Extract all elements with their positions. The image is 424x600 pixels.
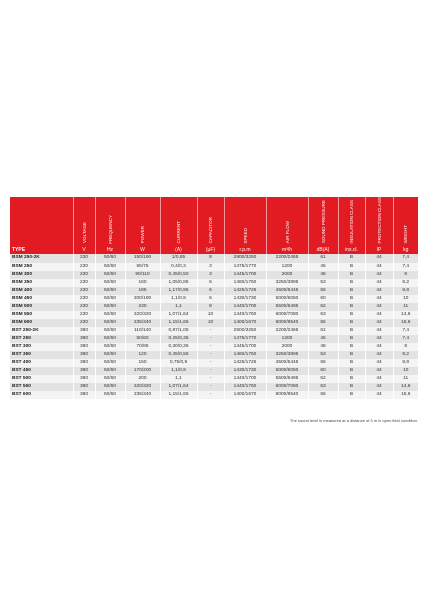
unit-power: W [125,246,160,254]
cell-capacitor: - [197,391,224,399]
cell-current: 1/0,85 [160,254,197,262]
cell-voltage: 230 [73,319,95,327]
cell-air-flow: 2000 [266,343,308,351]
cell-type: BSM 550 [10,311,73,319]
cell-weight: 7,4 [393,335,418,343]
table-row [10,335,418,343]
cell-insulation-class: B [338,391,365,399]
spec-table-body [10,254,418,399]
cell-weight: 8,8 [393,287,418,295]
cell-frequency: 50/60 [95,335,125,343]
cell-protection-class: 44 [365,335,393,343]
cell-voltage: 230 [73,279,95,287]
cell-voltage: 380 [73,383,95,391]
cell-insulation-class: B [338,335,365,343]
cell-protection-class: 44 [365,375,393,383]
cell-speed: 1445/1700 [224,271,266,279]
cell-frequency: 50/60 [95,311,125,319]
cell-sound-pressure: 65 [308,319,338,327]
cell-protection-class: 44 [365,327,393,335]
cell-protection-class: 44 [365,359,393,367]
cell-weight: 15,6 [393,391,418,399]
header-empty-cell [10,197,73,246]
cell-insulation-class: B [338,287,365,295]
cell-weight: 11 [393,375,418,383]
cell-protection-class: 44 [365,367,393,375]
cell-weight: 7,4 [393,254,418,262]
cell-protection-class: 44 [365,254,393,262]
cell-type: BST 550 [10,383,73,391]
cell-voltage: 380 [73,351,95,359]
cell-capacitor: - [197,367,224,375]
table-row [10,327,418,335]
cell-power: 235/340 [125,391,160,399]
cell-sound-pressure: 61 [308,327,338,335]
cell-voltage: 230 [73,303,95,311]
cell-capacitor: 10 [197,319,224,327]
cell-frequency: 50/60 [95,271,125,279]
table-row [10,303,418,311]
cell-weight: 8,2 [393,279,418,287]
header-voltage: VOLTAGE [73,197,95,246]
cell-type: BST 350 [10,351,73,359]
cell-air-flow: 5500/6495 [266,375,308,383]
cell-power: 50/60 [125,335,160,343]
cell-frequency: 50/60 [95,319,125,327]
cell-current: 0,45/0,50 [160,271,197,279]
cell-current: 1,1 [160,375,197,383]
cell-frequency: 50/60 [95,391,125,399]
cell-frequency: 50/60 [95,351,125,359]
cell-weight: 14,6 [393,383,418,391]
table-row [10,351,418,359]
cell-speed: 1475/1770 [224,335,266,343]
cell-capacitor: - [197,335,224,343]
cell-weight: 10 [393,295,418,303]
cell-insulation-class: B [338,375,365,383]
cell-protection-class: 44 [365,303,393,311]
cell-capacitor: 3 [197,271,224,279]
cell-air-flow: 2200/2465 [266,254,308,262]
cell-sound-pressure: 53 [308,351,338,359]
cell-speed: 1440/1760 [224,383,266,391]
cell-capacitor: - [197,383,224,391]
table-row [10,383,418,391]
table-row [10,311,418,319]
cell-air-flow: 2000 [266,271,308,279]
cell-capacitor: - [197,351,224,359]
table-row [10,367,418,375]
cell-insulation-class: B [338,263,365,271]
cell-power: 200 [125,375,160,383]
cell-capacitor: - [197,327,224,335]
cell-frequency: 50/60 [95,383,125,391]
cell-power: 110/140 [125,327,160,335]
cell-insulation-class: B [338,319,365,327]
cell-type: BSM 300 [10,271,73,279]
cell-sound-pressure: 60 [308,295,338,303]
cell-protection-class: 44 [365,287,393,295]
cell-speed: 1425/1725 [224,359,266,367]
cell-speed: 2900/3250 [224,327,266,335]
cell-insulation-class: B [338,303,365,311]
cell-frequency: 50/60 [95,327,125,335]
cell-current: 0,30/0,36 [160,343,197,351]
cell-capacitor: - [197,375,224,383]
cell-air-flow: 8000/9540 [266,319,308,327]
cell-air-flow: 1200 [266,263,308,271]
cell-type: BST 500 [10,375,73,383]
header-units-row [10,246,418,254]
header-labels-row [10,197,418,246]
cell-protection-class: 44 [365,343,393,351]
cell-voltage: 230 [73,254,95,262]
cell-air-flow: 4500/5445 [266,287,308,295]
cell-type: BSM 250 [10,263,73,271]
cell-frequency: 50/60 [95,287,125,295]
cell-sound-pressure: 63 [308,311,338,319]
cell-speed: 2900/3250 [224,254,266,262]
cell-speed: 1475/1770 [224,263,266,271]
cell-capacitor: 6 [197,295,224,303]
cell-current: 0,45/0,55 [160,351,197,359]
table-row [10,359,418,367]
cell-protection-class: 44 [365,271,393,279]
table-row [10,391,418,399]
cell-speed: 1440/1700 [224,375,266,383]
cell-voltage: 230 [73,295,95,303]
cell-current: 1,05/0,85 [160,279,197,287]
cell-current: 1,17/0,95 [160,287,197,295]
cell-frequency: 50/60 [95,375,125,383]
cell-sound-pressure: 62 [308,303,338,311]
cell-power: 230 [125,303,160,311]
cell-frequency: 50/60 [95,295,125,303]
cell-type: BST 250-2K [10,327,73,335]
unit-voltage: V [73,246,95,254]
cell-frequency: 50/60 [95,343,125,351]
cell-type: BSM 500 [10,303,73,311]
cell-current: 1,15/1,65 [160,391,197,399]
header-capacitor: CAPACITOR [197,197,224,246]
cell-capacitor: 8 [197,254,224,262]
cell-air-flow: 5500/6495 [266,303,308,311]
cell-type: BSM 400 [10,287,73,295]
cell-sound-pressure: 65 [308,391,338,399]
cell-speed: 1445/1700 [224,343,266,351]
cell-insulation-class: B [338,367,365,375]
cell-frequency: 50/60 [95,367,125,375]
table-row [10,319,418,327]
cell-sound-pressure: 62 [308,375,338,383]
cell-current: 1,07/1,64 [160,311,197,319]
header-current: CURRENT [160,197,197,246]
cell-speed: 1440/1760 [224,311,266,319]
cell-power: 185 [125,287,160,295]
cell-current: 1,1 [160,303,197,311]
cell-type: BST 250 [10,335,73,343]
cell-weight: 7,4 [393,327,418,335]
cell-voltage: 230 [73,311,95,319]
cell-protection-class: 44 [365,319,393,327]
table-row [10,263,418,271]
header-sound-pressure: SOUND PRESSURE [308,197,338,246]
cell-voltage: 380 [73,375,95,383]
cell-speed: 1440/1700 [224,303,266,311]
cell-type: BSM 250-2K [10,254,73,262]
cell-current: 0,4/0,3 [160,263,197,271]
cell-capacitor: 6 [197,279,224,287]
cell-power: 120 [125,351,160,359]
footnote: The sound level is measured at a distance of 3 m in open field condition. [289,418,418,423]
table-row [10,254,418,262]
cell-type: BSM 450 [10,295,73,303]
cell-voltage: 380 [73,335,95,343]
cell-protection-class: 44 [365,383,393,391]
cell-speed: 1400/1670 [224,391,266,399]
cell-voltage: 380 [73,359,95,367]
table-row [10,279,418,287]
table-row [10,295,418,303]
header-weight: WEIGHT [393,197,418,246]
unit-weight: kg [393,246,418,254]
cell-protection-class: 44 [365,279,393,287]
cell-speed: 1425/1725 [224,287,266,295]
cell-speed: 1400/1670 [224,319,266,327]
cell-capacitor: - [197,359,224,367]
cell-air-flow: 6000/7080 [266,383,308,391]
cell-insulation-class: B [338,295,365,303]
cell-insulation-class: B [338,271,365,279]
cell-voltage: 230 [73,263,95,271]
cell-frequency: 50/60 [95,303,125,311]
cell-insulation-class: B [338,327,365,335]
cell-air-flow: 4500/5445 [266,359,308,367]
cell-power: 160 [125,279,160,287]
cell-power: 220/320 [125,383,160,391]
cell-voltage: 380 [73,343,95,351]
cell-power: 150 [125,359,160,367]
cell-voltage: 380 [73,327,95,335]
cell-voltage: 230 [73,287,95,295]
cell-frequency: 50/60 [95,263,125,271]
cell-type: BST 450 [10,367,73,375]
cell-sound-pressure: 45 [308,263,338,271]
spec-table [10,197,418,399]
cell-capacitor: 3 [197,263,224,271]
cell-type: BST 300 [10,343,73,351]
cell-weight: 15,6 [393,319,418,327]
cell-power: 70/85 [125,343,160,351]
cell-protection-class: 44 [365,351,393,359]
cell-weight: 8,8 [393,359,418,367]
cell-insulation-class: B [338,343,365,351]
unit-air-flow: m³/h [266,246,308,254]
cell-sound-pressure: 56 [308,359,338,367]
cell-power: 65/75 [125,263,160,271]
cell-type: BST 400 [10,359,73,367]
header-air-flow: AIR FLOW [266,197,308,246]
cell-type: BSM 350 [10,279,73,287]
cell-current: 1,15/1,65 [160,319,197,327]
cell-power: 90/110 [125,271,160,279]
cell-air-flow: 2200/2465 [266,327,308,335]
header-power: POWER [125,197,160,246]
unit-current: (A) [160,246,197,254]
cell-power: 220/320 [125,311,160,319]
cell-air-flow: 8000/9540 [266,391,308,399]
cell-weight: 11 [393,303,418,311]
cell-voltage: 380 [73,367,95,375]
cell-current: 1,1/0,9 [160,367,197,375]
cell-power: 200/190 [125,295,160,303]
cell-insulation-class: B [338,351,365,359]
cell-type: BSM 600 [10,319,73,327]
cell-power: 150/190 [125,254,160,262]
cell-air-flow: 3250/3895 [266,279,308,287]
header-frequency: FREQUENCY [95,197,125,246]
cell-weight: 7,4 [393,263,418,271]
cell-frequency: 50/60 [95,359,125,367]
cell-sound-pressure: 53 [308,279,338,287]
cell-air-flow: 6000/7080 [266,311,308,319]
cell-speed: 1460/1750 [224,279,266,287]
cell-insulation-class: B [338,254,365,262]
cell-weight: 8 [393,271,418,279]
cell-voltage: 380 [73,391,95,399]
table-row [10,287,418,295]
cell-weight: 8 [393,343,418,351]
cell-weight: 10 [393,367,418,375]
cell-speed: 1430/1730 [224,367,266,375]
unit-frequency: Hz [95,246,125,254]
table-row [10,375,418,383]
cell-capacitor: 6 [197,287,224,295]
cell-capacitor: 10 [197,311,224,319]
cell-frequency: 50/60 [95,254,125,262]
cell-protection-class: 44 [365,263,393,271]
cell-frequency: 50/60 [95,279,125,287]
cell-sound-pressure: 63 [308,383,338,391]
cell-sound-pressure: 48 [308,271,338,279]
cell-speed: 1460/1750 [224,351,266,359]
cell-voltage: 230 [73,271,95,279]
cell-sound-pressure: 48 [308,343,338,351]
cell-sound-pressure: 61 [308,254,338,262]
unit-speed: r.p.m [224,246,266,254]
unit-capacitor: (µF) [197,246,224,254]
cell-air-flow: 5000/6050 [266,367,308,375]
cell-sound-pressure: 56 [308,287,338,295]
cell-air-flow: 1200 [266,335,308,343]
cell-current: 0,25/0,35 [160,335,197,343]
header-type: TYPE [10,246,73,254]
cell-weight: 14,6 [393,311,418,319]
header-insulation-class: INSULATION CLASS [338,197,365,246]
cell-capacitor: - [197,343,224,351]
cell-insulation-class: B [338,383,365,391]
cell-air-flow: 3250/3895 [266,351,308,359]
cell-protection-class: 44 [365,295,393,303]
header-protection-class: PROTECTION CLASS [365,197,393,246]
cell-sound-pressure: 60 [308,367,338,375]
unit-insulation-class: ins.cl. [338,246,365,254]
cell-power: 235/340 [125,319,160,327]
cell-current: 1,1/0,9 [160,295,197,303]
cell-speed: 1430/1730 [224,295,266,303]
cell-air-flow: 5000/6050 [266,295,308,303]
cell-type: BST 600 [10,391,73,399]
cell-sound-pressure: 45 [308,335,338,343]
unit-sound-pressure: dB(A) [308,246,338,254]
cell-weight: 8,2 [393,351,418,359]
cell-insulation-class: B [338,359,365,367]
table-row [10,271,418,279]
cell-power: 170/200 [125,367,160,375]
cell-current: 1,07/1,64 [160,383,197,391]
header-speed: SPEED [224,197,266,246]
cell-protection-class: 44 [365,311,393,319]
cell-current: 0,87/1,05 [160,327,197,335]
cell-current: 0,75/0,9 [160,359,197,367]
cell-protection-class: 44 [365,391,393,399]
cell-capacitor: 8 [197,303,224,311]
unit-protection-class: IP [365,246,393,254]
table-row [10,343,418,351]
cell-insulation-class: B [338,279,365,287]
cell-insulation-class: B [338,311,365,319]
